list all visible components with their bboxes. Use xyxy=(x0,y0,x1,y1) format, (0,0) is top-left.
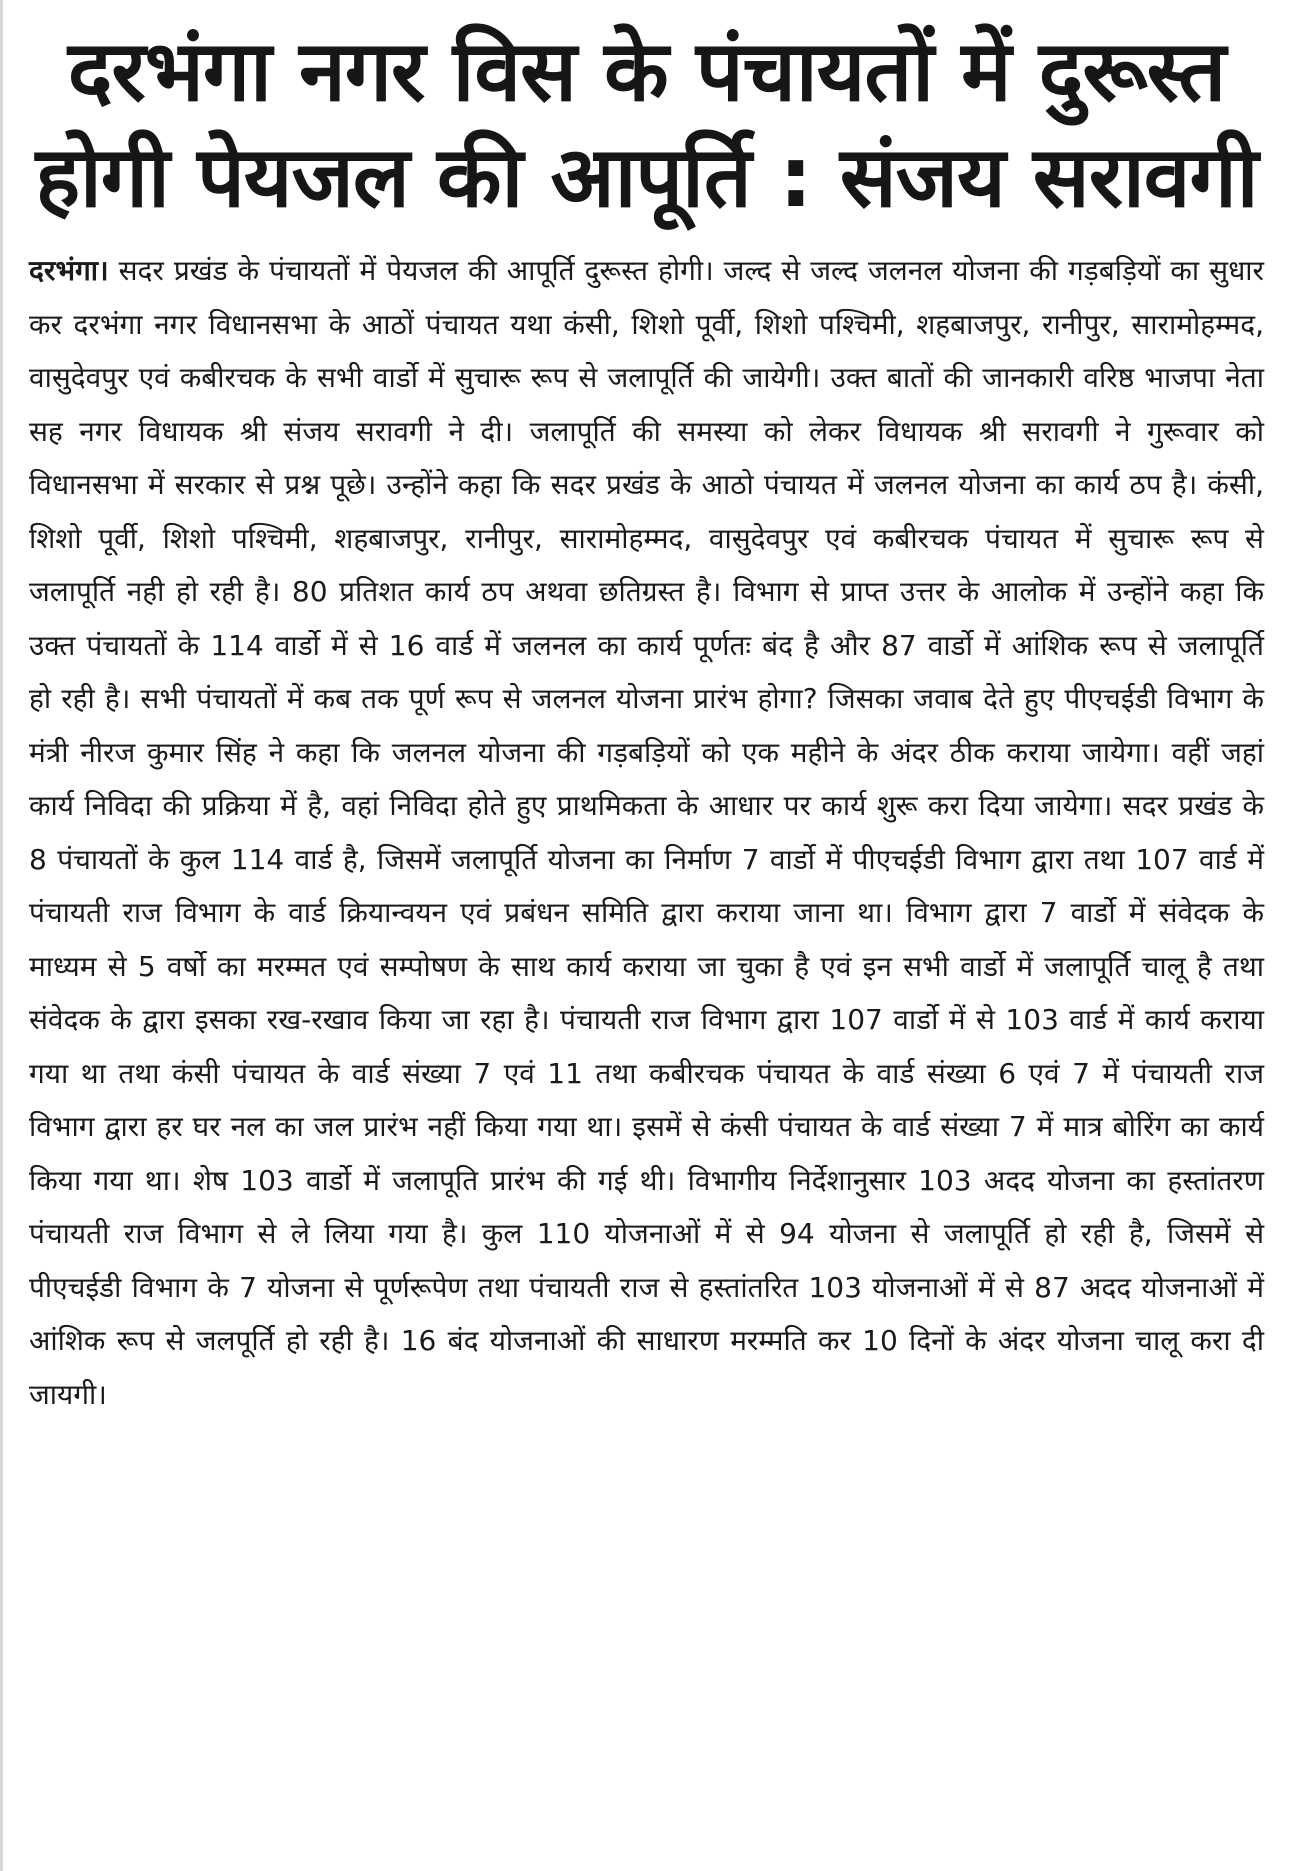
article-body xyxy=(29,244,1264,1421)
dateline: दरभंगा। xyxy=(29,254,109,287)
article-body-text: सदर प्रखंड के पंचायतों में पेयजल की आपूर्ति दुरूस्त होगी। जल्द से जल्द जलनल योजना की गड़बड़ियों का सुधार कर दरभंगा नगर विधानसभा के आठों पंचायत यथा कंसी, शिशो पूर्वी, शिशो पश्चिमी, शहबाजपुर, रानीपुर, सारामोहम्मद, वासुदेवपुर एवं कबीरचक के सभी वार्डो में सुचारू रूप से जलापूर्ति की जायेगी। उक्त बातों की जानकारी वरिष्ठ भाजपा नेता सह नगर विधायक श्री संजय सरावगी ने दी। जलापूर्ति की समस्या को लेकर विधायक श्री सरावगी ने गुरूवार को विधानसभा में सरकार से प्रश्न पूछे। उन्होंने कहा कि सदर प्रखंड के आठो पंचायत में जलनल योजना का कार्य ठप है। कंसी, शिशो पूर्वी, शिशो पश्चिमी, शहबाजपुर, रानीपुर, सारामोहम्मद, वासुदेवपुर एवं कबीरचक पंचायत में सुचारू रूप से जलापूर्ति नही हो रही है। 80 प्रतिशत कार्य ठप अथवा छतिग्रस्त है। विभाग से प्राप्त उत्तर के आलोक में उन्होंने कहा कि उक्त पंचायतों के 114 वार्डो में से 16 वार्ड में जलनल का कार्य पूर्णतः बंद है और 87 वार्डो में आंशिक रूप से जलापूर्ति हो रही है। सभी पंचायतों में कब तक पूर्ण रूप से जलनल योजना प्रारंभ होगा? जिसका जवाब देते हुए पीएचईडी विभाग के मंत्री नीरज कुमार सिंह ने कहा कि जलनल योजना की गड़बड़ियों को एक महीने के अंदर ठीक कराया जायेगा। वहीं जहां कार्य निविदा की प्रक्रिया में है, वहां निविदा होते हुए प्राथमिकता के आधार पर कार्य शुरू करा दिया जायेगा। सदर प्रखंड के 8 पंचायतों के कुल 114 वार्ड है, जिसमें जलापूर्ति योजना का निर्माण 7 वार्डो में पीएचईडी विभाग द्वारा तथा 107 वार्ड में पंचायती राज विभाग के वार्ड क्रियान्वयन एवं प्रबंधन समिति द्वारा कराया जाना था। विभाग द्वारा 7 वार्डो में संवेदक के माध्यम से 5 वर्षो का मरम्मत एवं सम्पोषण के साथ कार्य कराया जा चुका है एवं इन सभी वार्डो में जलापूर्ति चालू है तथा संवेदक के द्वारा इसका रख-रखाव किया जा रहा है। पंचायती राज विभाग द्वारा 107 वार्डो में से 103 वार्ड में कार्य कराया गया था तथा कंसी पंचायत के वार्ड संख्या 7 एवं 11 तथा कबीरचक पंचायत के वार्ड संख्या 6 एवं 7 में पंचायती राज विभाग द्वारा हर घर नल का जल प्रारंभ नहीं किया गया था। इसमें से कंसी पंचायत के वार्ड संख्या 7 में मात्र बोरिंग का कार्य किया गया था। शेष 103 वार्डो में जलापूति प्रारंभ की गई थी। विभागीय निर्देशानुसार 103 अदद योजना का हस्तांतरण पंचायती राज विभाग से ले लिया गया है। कुल 110 योजनाओं में से 94 योजना से जलापूर्ति हो रही है, जिसमें से पीएचईडी विभाग के 7 योजना से पूर्णरूपेण तथा पंचायती राज से हस्तांतरित 103 योजनाओं में से 87 अदद योजनाओं में आंशिक रूप से जलपूर्ति हो रही है। 16 बंद योजनाओं की साधारण मरम्मति कर 10 दिनों के अंदर योजना चालू करा दी जायगी। xyxy=(29,254,1264,1411)
headline-line-2: होगी पेयजल की आपूर्ति : संजय सरावगी xyxy=(35,128,1258,226)
headline-line-1: दरभंगा नगर विस के पंचायतों में दुरूस्त xyxy=(67,22,1226,120)
headline xyxy=(29,18,1264,230)
